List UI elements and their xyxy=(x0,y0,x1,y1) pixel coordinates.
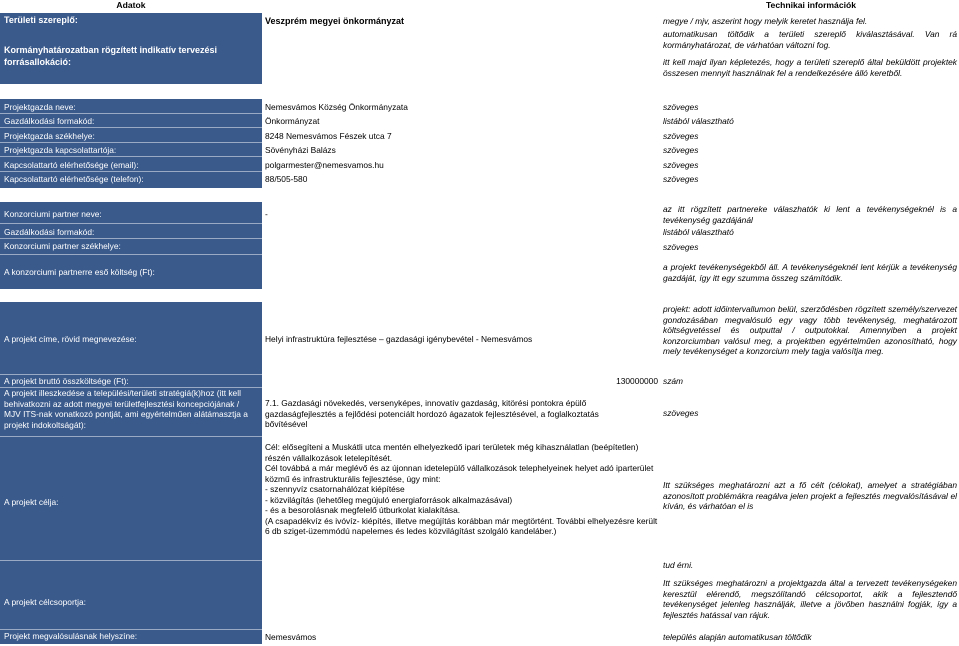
goal-line: - közvilágítás (lehetőleg megújuló energiaforrások alkalmazásával) xyxy=(265,494,513,505)
info-projekt-celja: Itt szükséges meghatározni azt a fő célt (célokat), amelyet a stratégiában azonosított problémákra reagálva jelen projekt a fejlesztés megvalósításával el kíván, és várhatóan el is xyxy=(663,480,957,511)
label-forrasallokacio: Kormányhatározatban rögzített indikatív tervezési forrásallokáció: xyxy=(4,45,218,67)
value-kapcsolattarto: Sövényházi Balázs xyxy=(265,145,336,155)
goal-line: (A csapadékvíz és ivóvíz- kiépítés, illetve megújítás korábban már megtörtént. További elhelyezésre került 6 db sziget-üzemmódú napelemes és ledes közvilágítást szolgáló kandeláber.) xyxy=(265,515,658,536)
value-projektgazda-neve: Nemesvámos Község Önkormányzata xyxy=(265,102,408,112)
label-konzorciumi-formakod: Gazdálkodási formakód: xyxy=(4,227,95,237)
goal-line: - és a besorolásnak megfelelő útburkolat kialakítása. xyxy=(265,505,461,515)
label-projekt-osszkoltseg: A projekt bruttó összköltsége (Ft): xyxy=(4,376,129,386)
info-gazdalkodasi-formakod: listából választható xyxy=(663,116,734,126)
info-konzorciumi-partner-neve: az itt rögzített partnereke válaszhatók ki lent a tevékenységeknél is a tevékenység gazdájánál xyxy=(663,204,957,225)
goal-line: Cél továbbá a már meglévő és az újonnan idetelepülő vállalkozások telephelyeinek helyet adó iparterület közmű és infrastrukturális fejlesztése, úgy mint: xyxy=(265,463,654,484)
value-teruleti-szereplo: Veszprém megyei önkormányzat xyxy=(265,16,405,26)
value-projektgazda-szekhelye: 8248 Nemesvámos Fészek utca 7 xyxy=(265,131,392,141)
label-teruleti-szereplo: Területi szereplő: xyxy=(4,15,78,25)
block3-label-panel xyxy=(0,202,262,289)
label-projektgazda-szekhelye: Projektgazda székhelye: xyxy=(4,131,95,141)
value-konzorciumi-partner-neve: - xyxy=(265,209,268,219)
value-projekt-osszkoltseg: 130000000 xyxy=(616,376,658,386)
info-projekt-celcsoportja-a: tud érni. xyxy=(663,560,694,570)
label-konzorciumi-koltseg: A konzorciumi partnerre eső költség (Ft): xyxy=(4,267,155,277)
label-projektgazda-neve: Projektgazda neve: xyxy=(4,102,76,112)
info-forrasallokacio-b: itt kell majd ilyan képletezés, hogy a területi szereplő által beküldött projektek összesen mennyit használnak fel a rendelkezésére álló keretből. xyxy=(663,57,957,78)
label-projekt-celja: A projekt célja: xyxy=(4,497,59,507)
label-kapcsolattarto: Projektgazda kapcsolattartója: xyxy=(4,145,117,155)
label-projekt-celcsoportja: A projekt célcsoportja: xyxy=(4,597,86,607)
label-projekt-helyszine: Projekt megvalósulásnak helyszíne: xyxy=(4,631,138,641)
block1-label-panel xyxy=(0,13,262,84)
value-projekt-illeszkedese: 7.1. Gazdasági növekedés, versenyképes, innovatív gazdaság, kitörési pontokra épülő gazdaságfejlesztés a fejlődési potenciált hordozó ágazatok fejlesztésével, a foglalkoztatás bővítésével xyxy=(265,398,599,429)
label-telefon: Kapcsolattartó elérhetősége (telefon): xyxy=(4,174,144,184)
value-email: polgarmester@nemesvamos.hu xyxy=(265,160,384,170)
goal-line: - szennyvíz csatornahálózat kiépítése xyxy=(265,484,405,494)
info-kapcsolattarto: szöveges xyxy=(663,145,699,155)
info-projekt-celcsoportja-b: Itt szükséges meghatározni a projektgazda által a tervezett tevékenységeken keresztül elérendő, megszólítandó célcsoportot, akik a fejlesztendő tevékenységet jelenleg használják, illetve a jövőben használni fogják, így a fejlesztés hatással van rájuk. xyxy=(663,578,957,620)
value-gazdalkodasi-formakod: Önkormányzat xyxy=(265,116,320,126)
info-projekt-osszkoltseg: szám xyxy=(663,376,684,386)
info-projektgazda-szekhelye: szöveges xyxy=(663,131,699,141)
value-projekt-celja xyxy=(265,442,659,537)
info-projektgazda-neve: szöveges xyxy=(663,102,699,112)
header-adatok: Adatok xyxy=(116,0,146,10)
block4-label-panel xyxy=(0,302,262,644)
info-projekt-illeszkedese: szöveges xyxy=(663,408,699,418)
label-konzorciumi-partner-neve: Konzorciumi partner neve: xyxy=(4,209,102,219)
info-projekt-cime: projekt: adott időintervallumon belül, szerződésben rögzített személy/szervezet gondozásában megvalósuló egy vagy több tevékenység, meghatározott költségvetéssel és outputtal / outputokkal. Amennyiben a projekt konzorciumban valósul meg, a projektben egyértelműen azonosítható, hogy mely tevékenységet a konzorcium mely tagja valósítja meg. xyxy=(663,304,957,356)
info-konzorciumi-koltseg: a projekt tevékenységekből áll. A tevékenységeknél lent kérjük a tevékenység gazdáját, így itt egy szumma összeg számítódik. xyxy=(663,262,957,283)
info-forrasallokacio-a: automatikusan töltődik a területi szereplő kiválasztásával. Van rá kormányhatározat, de várhatóan változni fog. xyxy=(663,29,957,50)
header-technikai-informaciok: Technikai információk xyxy=(765,0,857,10)
goal-line: Cél: elősegíteni a Muskátli utca mentén elhelyezkedő ipari területek még kihasználatlan (beépítetlen) részén vállalkozások letelepítését. xyxy=(265,442,639,463)
info-konzorciumi-szekhely: szöveges xyxy=(663,242,699,252)
label-konzorciumi-szekhely: Konzorciumi partner székhelye: xyxy=(4,241,121,251)
value-projekt-helyszine: Nemesvámos xyxy=(265,632,317,642)
info-telefon: szöveges xyxy=(663,174,699,184)
label-projekt-illeszkedese: A projekt illeszkedése a települési/területi stratégiá(k)hoz (itt kell behivatkozni az adott megyei területfejlesztési koncepciójának / MJV ITS-nak vonatkozó pontját, ami egyértelműen alátámasztja a projekt indokoltságát): xyxy=(4,388,248,430)
info-email: szöveges xyxy=(663,160,699,170)
info-projekt-helyszine: település alapján automatikusan töltődik xyxy=(663,632,812,642)
label-gazdalkodasi-formakod: Gazdálkodási formakód: xyxy=(4,116,95,126)
info-konzorciumi-formakod: listából választható xyxy=(663,227,734,237)
label-email: Kapcsolattartó elérhetősége (email): xyxy=(4,160,139,170)
label-projekt-cime: A projekt címe, rövid megnevezése: xyxy=(4,334,137,344)
info-teruleti-szereplo: megye / mjv, aszerint hogy melyik keretet használja fel. xyxy=(663,16,868,26)
value-projekt-cime: Helyi infrastruktúra fejlesztése – gazdasági igénybevétel - Nemesvámos xyxy=(265,334,533,344)
value-telefon: 88/505-580 xyxy=(265,174,308,184)
